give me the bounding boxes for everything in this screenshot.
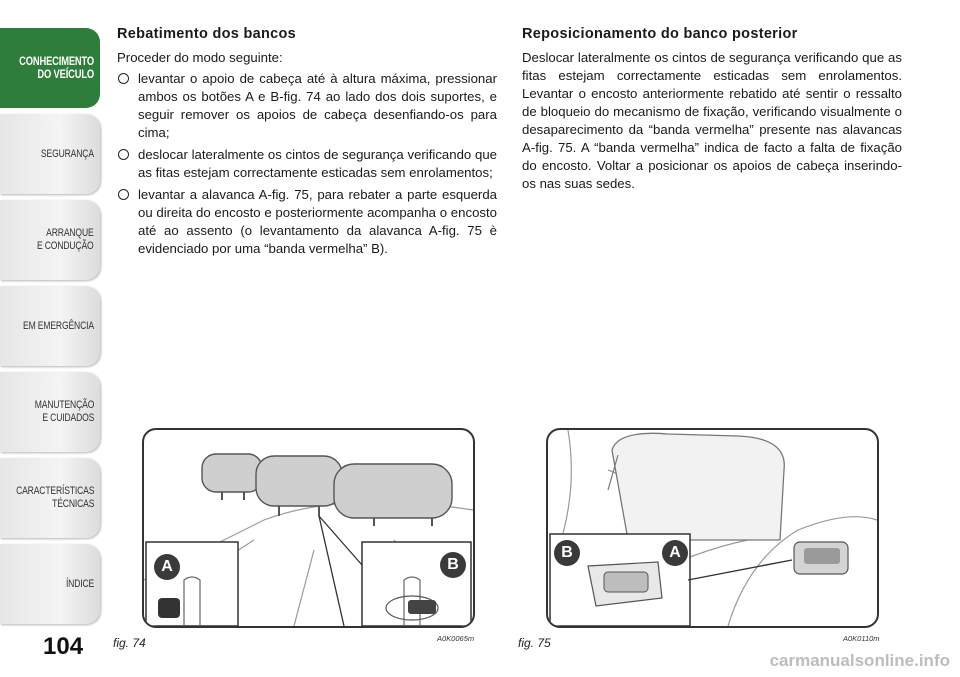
figure-caption: fig. 74	[113, 636, 146, 650]
list-item-text: levantar o apoio de cabeça até à altura máxima, pressionar ambos os botões A e B-fig. 74 ao lado dos dois suportes, e seguir remover os apoios de cabeça desenfiando-os para cima;	[138, 71, 497, 140]
section-reposicionamento	[522, 26, 902, 193]
callout-b-badge: B	[554, 540, 580, 566]
figure-caption: fig. 75	[518, 636, 551, 650]
list-item	[117, 146, 497, 182]
list-item	[117, 186, 497, 258]
tab-manutencao-e-cuidados[interactable]	[0, 372, 100, 452]
tab-indice[interactable]	[0, 544, 100, 624]
figure-74	[142, 428, 475, 628]
hollow-circle-icon	[118, 73, 129, 84]
callout-a-badge: A	[662, 540, 688, 566]
section-heading: Reposicionamento do banco posterior	[522, 26, 798, 42]
hollow-circle-icon	[118, 189, 129, 200]
tab-label: CONHECIMENTO DO VEÍCULO	[19, 54, 94, 81]
list-item	[117, 70, 497, 142]
watermark: carmanualsonline.info	[769, 651, 950, 670]
tab-label: CARACTERÍSTICAS TÉCNICAS	[15, 485, 94, 510]
tab-em-emergencia[interactable]	[0, 286, 100, 366]
tab-label: ARRANQUE E CONDUÇÃO	[37, 227, 94, 252]
intro-text: Proceder do modo seguinte:	[117, 50, 283, 65]
instruction-list	[117, 70, 497, 258]
callout-a-badge: A	[154, 554, 180, 580]
figure-code: A0K0065m	[437, 634, 475, 643]
figure-code: A0K0110m	[843, 634, 880, 643]
tab-label: EM EMERGÊNCIA	[23, 319, 94, 332]
figure-75	[546, 428, 879, 628]
tab-arranque-e-conducao[interactable]	[0, 200, 100, 280]
body-text: Deslocar lateralmente os cintos de segurança verificando que as fitas estejam correctamente esticadas sem enrolamentos. Levantar o encosto anteriormente rebatido até sentir o ressalto de bloqueio do mecanismo de fixação, verificando visualmente o desaparecimento da “banda vermelha” presente nas alavancas A-fig. 75. A “banda vermelha” indica de facto a falta de fixação do encosto. Voltar a posicionar os apoios de cabeça inserindo-os nas suas sedes.	[522, 50, 902, 191]
callout-b-badge: B	[440, 552, 466, 578]
tab-label: MANUTENÇÃO E CUIDADOS	[34, 399, 94, 424]
section-rebatimento	[117, 26, 497, 262]
seat-lever-illustration	[548, 430, 877, 626]
tab-caracteristicas-tecnicas[interactable]	[0, 458, 100, 538]
tab-conhecimento-do-veiculo[interactable]	[0, 28, 100, 108]
tab-label: ÍNDICE	[65, 577, 94, 590]
list-item-text: levantar a alavanca A-fig. 75, para rebater a parte esquerda ou direita do encosto e posteriormente acompanha o encosto até ao assento (o levantamento da alavanca A-fig. 75 è evidenciado por uma “banda vermelha” B).	[138, 187, 497, 256]
page-number: 104	[43, 633, 84, 660]
section-heading: Rebatimento dos bancos	[117, 26, 297, 42]
hollow-circle-icon	[118, 149, 129, 160]
tab-label: SEGURANÇA	[41, 147, 94, 160]
headrest-illustration	[144, 430, 473, 626]
list-item-text: deslocar lateralmente os cintos de segurança verificando que as fitas estejam correctamente esticadas sem enrolamentos;	[138, 147, 497, 180]
tab-seguranca[interactable]	[0, 114, 100, 194]
